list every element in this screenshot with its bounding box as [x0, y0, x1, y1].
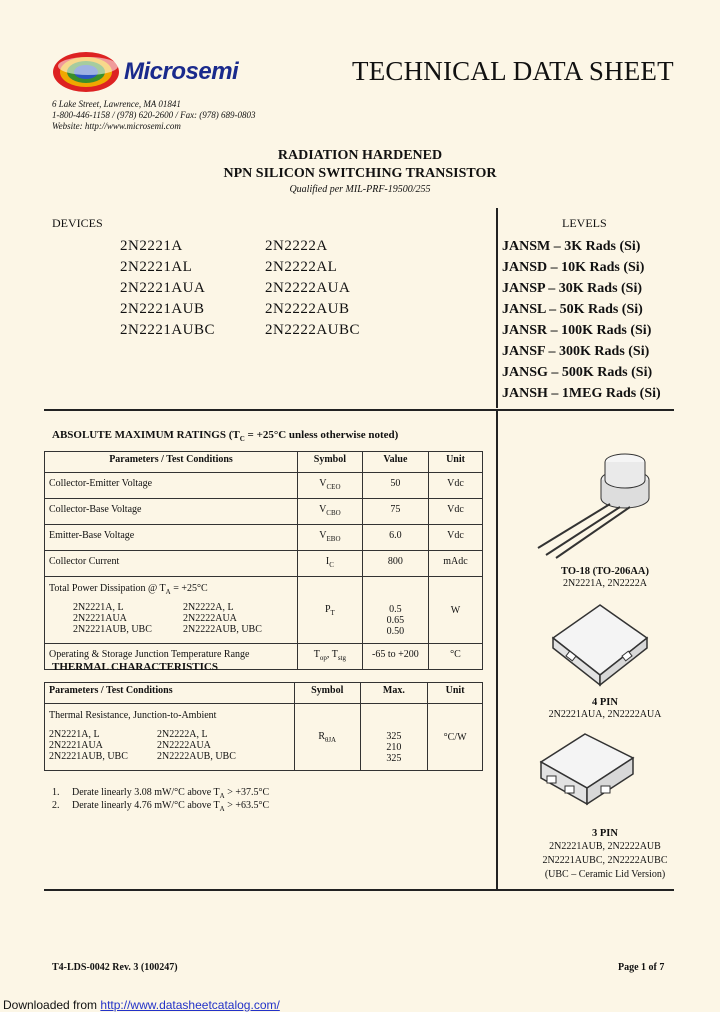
header-symbol: Symbol	[294, 683, 360, 704]
device-item: 2N2221AUB	[120, 301, 205, 317]
device-item: 2N2221A	[120, 238, 183, 254]
table-header-row	[45, 452, 483, 473]
package-devices: 2N2221A, 2N2222A	[563, 578, 647, 589]
table-header-row	[45, 683, 483, 704]
level-item: JANSM – 3K Rads (Si)	[502, 239, 641, 254]
symbol-cell: $R_{\theta JA}$	[294, 704, 360, 771]
value-cell: -65 to +200	[362, 644, 428, 670]
abs-max-heading: ABSOLUTE MAXIMUM RATINGS ($T_C = +25^\circ C$ unless otherwise noted)	[52, 429, 399, 444]
unit-cell: °C	[429, 644, 483, 670]
param-cell: Operating & Storage Junction Temperature Range	[45, 644, 298, 670]
symbol-cell: $V_{CEO}$	[298, 473, 363, 499]
value-cell: 325 210 325	[360, 704, 428, 771]
header-unit: Unit	[429, 452, 483, 473]
symbol-cell: $V_{EBO}$	[298, 525, 363, 551]
value-cell: 50	[362, 473, 428, 499]
table-row	[45, 525, 483, 551]
symbol-cell: $I_C$	[298, 551, 363, 577]
note-1: 1. Derate linearly 3.08 mW/°C above $T_A > +37.5^\circ C$	[52, 787, 270, 800]
device-item: 2N2222A	[265, 238, 328, 254]
level-item: JANSF – 300K Rads (Si)	[502, 344, 650, 359]
package-title: TO-18 (TO-206AA)	[561, 566, 649, 577]
table-row-power	[45, 577, 483, 644]
devices-column-2	[265, 236, 360, 341]
package-note: (UBC – Ceramic Lid Version)	[544, 869, 666, 880]
value-cell: 75	[362, 499, 428, 525]
device-item: 2N2222AL	[265, 259, 338, 275]
devices-column-1	[120, 236, 215, 341]
table-row	[45, 473, 483, 499]
to18-package-image	[530, 440, 670, 560]
divider-horizontal	[44, 409, 674, 411]
thermal-device-list: 2N2221A, L 2N2222A, L 2N2221AUA 2N2222AUA 2N2221AUB, UBC 2N2222AUB, UBC	[49, 729, 236, 762]
unit-cell: mAdc	[429, 551, 483, 577]
table-row	[45, 704, 483, 771]
param-cell: Collector-Emitter Voltage	[45, 473, 298, 499]
devices-label: DEVICES	[52, 216, 103, 230]
levels-list	[502, 236, 661, 404]
header-max: Max.	[360, 683, 428, 704]
device-item: 2N2222AUA	[265, 280, 351, 296]
divider-footer	[44, 889, 674, 891]
level-item: JANSR – 100K Rads (Si)	[502, 323, 652, 338]
param-cell: Collector-Base Voltage	[45, 499, 298, 525]
header-value: Value	[362, 452, 428, 473]
unit-cell: Vdc	[429, 525, 483, 551]
param-cell: Collector Current	[45, 551, 298, 577]
table-row	[45, 551, 483, 577]
level-item: JANSD – 10K Rads (Si)	[502, 260, 645, 275]
table-row	[45, 499, 483, 525]
header-parameters: Parameters / Test Conditions	[45, 683, 295, 704]
title-line-2: NPN SILICON SWITCHING TRANSISTOR	[223, 166, 497, 181]
thermal-table	[44, 682, 483, 771]
note-2: 2. Derate linearly 4.76 mW/°C above $T_A > +63.5^\circ C$	[52, 800, 270, 813]
symbol-cell: $V_{CBO}$	[298, 499, 363, 525]
unit-cell: Vdc	[429, 473, 483, 499]
value-cell: 800	[362, 551, 428, 577]
divider-vertical-top	[496, 208, 498, 408]
header-unit: Unit	[428, 683, 483, 704]
level-item: JANSL – 50K Rads (Si)	[502, 302, 643, 317]
header-parameters: Parameters / Test Conditions	[45, 452, 298, 473]
package-devices: 2N2221AUA, 2N2222AUA	[548, 709, 662, 720]
levels-label: LEVELS	[562, 216, 607, 230]
level-item: JANSP – 30K Rads (Si)	[502, 281, 643, 296]
download-link[interactable]: http://www.datasheetcatalog.com/	[100, 998, 280, 1012]
phone-line: 1-800-446-1158 / (978) 620-2600 / Fax: (978) 689-0803	[52, 110, 256, 120]
package-title: 3 PIN	[592, 828, 618, 839]
address-line: 6 Lake Street, Lawrence, MA 01841	[52, 99, 181, 109]
unit-cell: °C/W	[428, 704, 483, 771]
device-item: 2N2221AUA	[120, 280, 206, 296]
level-item: JANSG – 500K Rads (Si)	[502, 365, 653, 380]
param-cell: Total Power Dissipation @ $T_A = +25^\circ C$ 2N2221A, L 2N2222A, L 2N2221AUA 2N2222AUA 2N2221AUB, UBC 2N2222AUB, UBC	[45, 577, 298, 644]
doc-number: T4-LDS-0042 Rev. 3 (100247)	[52, 962, 178, 973]
symbol-cell: $P_T$	[298, 577, 363, 644]
value-cell: 6.0	[362, 525, 428, 551]
page-number: Page 1 of 7	[618, 962, 665, 973]
divider-vertical-bottom	[496, 409, 498, 889]
unit-cell: W	[429, 577, 483, 644]
thermal-heading: THERMAL CHARACTERISTICS	[52, 661, 218, 673]
qualification: Qualified per MIL-PRF-19500/255	[289, 184, 431, 195]
device-item: 2N2221AL	[120, 259, 193, 275]
param-cell: Emitter-Base Voltage	[45, 525, 298, 551]
device-item: 2N2222AUB	[265, 301, 350, 317]
3pin-package-image	[535, 730, 640, 810]
package-title: 4 PIN	[592, 697, 618, 708]
download-line: Downloaded from http://www.datasheetcatalog.com/	[3, 998, 280, 1012]
unit-cell: Vdc	[429, 499, 483, 525]
header-symbol: Symbol	[298, 452, 363, 473]
level-item: JANSH – 1MEG Rads (Si)	[502, 386, 661, 401]
value-cell: 0.5 0.65 0.50	[362, 577, 428, 644]
param-cell: Thermal Resistance, Junction-to-Ambient 2N2221A, L 2N2222A, L 2N2221AUA 2N2222AUA 2N2221AUB, UBC 2N2222AUB, UBC	[45, 704, 295, 771]
package-devices: 2N2221AUBC, 2N2222AUBC	[542, 855, 668, 866]
symbol-cell: $T_{op}$, $T_{stg}$	[298, 644, 363, 670]
4pin-package-image	[545, 603, 655, 688]
power-device-list: 2N2221A, L 2N2222A, L 2N2221AUA 2N2222AUA 2N2221AUB, UBC 2N2222AUB, UBC	[73, 602, 262, 635]
microsemi-logo-icon	[50, 48, 122, 96]
device-item: 2N2221AUBC	[120, 322, 216, 338]
website-line: Website: http://www.microsemi.com	[52, 121, 181, 131]
device-item: 2N2222AUBC	[265, 322, 361, 338]
title-line-1: RADIATION HARDENED	[277, 148, 443, 163]
abs-max-table	[44, 451, 483, 670]
brand-name: Microsemi	[124, 58, 239, 85]
document-title: TECHNICAL DATA SHEET	[352, 56, 674, 86]
package-devices: 2N2221AUB, 2N2222AUB	[549, 841, 661, 852]
